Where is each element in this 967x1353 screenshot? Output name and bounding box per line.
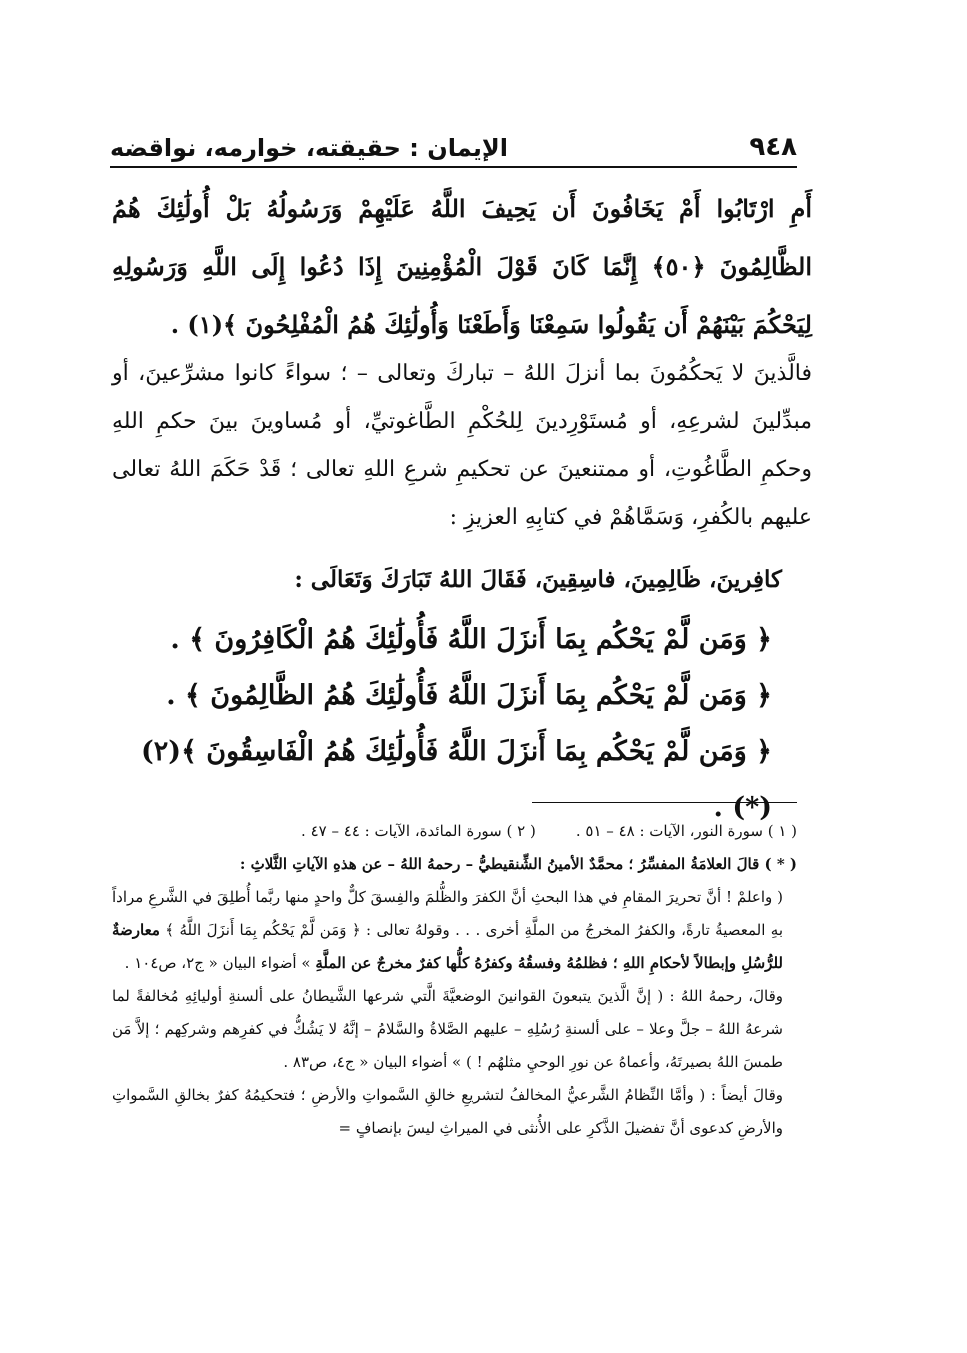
quran-verse-kafirun: ﴿ وَمَن لَّمْ يَحْكُم بِمَا أَنزَلَ اللَّهُ فَأُولَٰئِكَ هُمُ الْكَافِرُونَ ﴾ . [170,624,772,655]
footnote-2: ( ٢ ) سورة المائدة، الآيات : ٤٤ – ٤٧ . [301,822,536,840]
page-header [110,118,797,162]
verse-list-intro: كافِرينَ، ظَالِمِينَ، فاسِقِينَ، فَقَالَ اللهُ تَبَارَكَ وَتَعَالَى : [294,566,782,593]
footnotes [112,815,797,1145]
footnote-refs-row [112,815,797,848]
running-title: الإيمان : حقيقته، خوارمه، نواقضه [110,134,508,162]
quran-verse-zalimun: ﴿ وَمَن لَّمْ يَحْكُم بِمَا أَنزَلَ اللَّهُ فَأُولَٰئِكَ هُمُ الظَّالِمُونَ ﴾ . [166,680,772,711]
quran-verse-fasiqun: ﴿ وَمَن لَّمْ يَحْكُم بِمَا أَنزَلَ اللَّهُ فَأُولَٰئِكَ هُمُ الْفَاسِقُونَ ﴾(٢)(*) . [141,736,772,823]
footnote-divider [532,802,797,803]
footnote-quote-1 [112,881,797,980]
footnote-1: ( ١ ) سورة النور، الآيات : ٤٨ – ٥١ . [575,822,797,840]
body-paragraph: فالَّذينَ لا يَحكُمُونَ بما أنزلَ اللهُ – تباركَ وتعالى – ؛ سواءً كانوا مشرِّعينَ، أو مبدِّلينَ لشرعِهِ، أو مُستَوْرِدينَ لِلحُكْمِ الطَّاغوتيِّ، أو مُساوينَ بينَ حكمِ اللهِ وحكمِ الطَّاغُوتِ، أو ممتنعينَ عن تحكيمِ شرعِ اللهِ تعالى ؛ قَدْ حَكَمَ اللهُ تعالى عليهم بالكُفرِ، وَسَمَّاهُمْ في كتابِهِ العزيزِ : [112,361,812,530]
quote-1-reference: » أضواء البيان « ج٢، ص١٠٤ . [124,954,311,972]
footnote-star-intro: ( * ) قالَ العلامَةُ المفسِّرُ ؛ محمَّدٌ الأمينُ الشِّنقيطيُّ – رحمهُ اللهُ – عن هذهِ الآياتِ الثَّلاثِ : [239,855,797,873]
footnote-quote-2: وقالَ، رحمهُ اللهُ : ( إنَّ الَّذينَ يتبعونَ القوانينَ الوضعيَّةَ الَّتي شرعها الشَّيطانُ على ألسنةِ أوليائِهِ مُخالفةً لما شرعهُ اللهُ – جلَّ وعلا – على ألسنةِ رُسُلِهِ – عليهم الصَّلاةُ والسَّلامُ – إنَّهُ لا يَشُكُّ في كفرِهم وشركِهم ؛ إلاَّ مَن طمسَ اللهُ بصيرتَهُ، وأعماهُ عن نورِ الوحيِ مثلهُم ! ) » أضواء البيان « ج٤، ص٨٣ . [112,987,783,1071]
page-number: ٩٤٨ [749,132,797,162]
footnote-quote-3: وقالَ أيضاً : ( وأمَّا النِّظامُ الشَّرعيُّ المخالفُ لتشريعِ خالقِ السَّمواتِ والأرضِ ؛ فتحكيمُهُ كفرٌ بخالقِ السَّمواتِ والأرضِ كدعوى أنَّ تفضيلَ الذَّكرِ على الأُنثى في الميراثِ ليسَ بإنصافٍ = [112,1086,783,1137]
header-divider [110,166,797,168]
quote-1-text: ( واعلمْ ! أنَّ تحريرَ المقامِ في هذا البحثِ أنَّ الكفرَ والظُّلمَ والفِسقَ كلٌّ واحدٍ منها ربَّما أُطلِقَ في الشَّرعِ مراداً بهِ المعصيةُ تارةً، والكفرُ المخرجُ من الملَّةِ أخرى . . . وقولهُ تعالى : ﴿ وَمَن لَّمْ يَحْكُم بِمَا أَنزَلَ اللَّهُ ﴾ [112,888,783,939]
quran-verse-paragraph: أَمِ ارْتَابُوا أَمْ يَخَافُونَ أَن يَحِيفَ اللَّهُ عَلَيْهِمْ وَرَسُولُهُ بَلْ أُولَٰئِكَ هُمُ الظَّالِمُونَ ﴿٥٠﴾ إِنَّمَا كَانَ قَوْلَ الْمُؤْمِنِينَ إِذَا دُعُوا إِلَى اللَّهِ وَرَسُولِهِ لِيَحْكُمَ بَيْنَهُمْ أَن يَقُولُوا سَمِعْنَا وَأَطَعْنَا وَأُولَٰئِكَ هُمُ الْمُفْلِحُونَ ﴾(١) . [112,194,812,339]
quote-1-emphasis: معارضةٌ للرُّسُلِ وإبطالاً لأحكامِ اللهِ ؛ فظلمُهُ وفسقُهُ وكفرُهُ كلُّها كفرٌ مخرجٌ عن الملَّةِ [112,921,783,972]
